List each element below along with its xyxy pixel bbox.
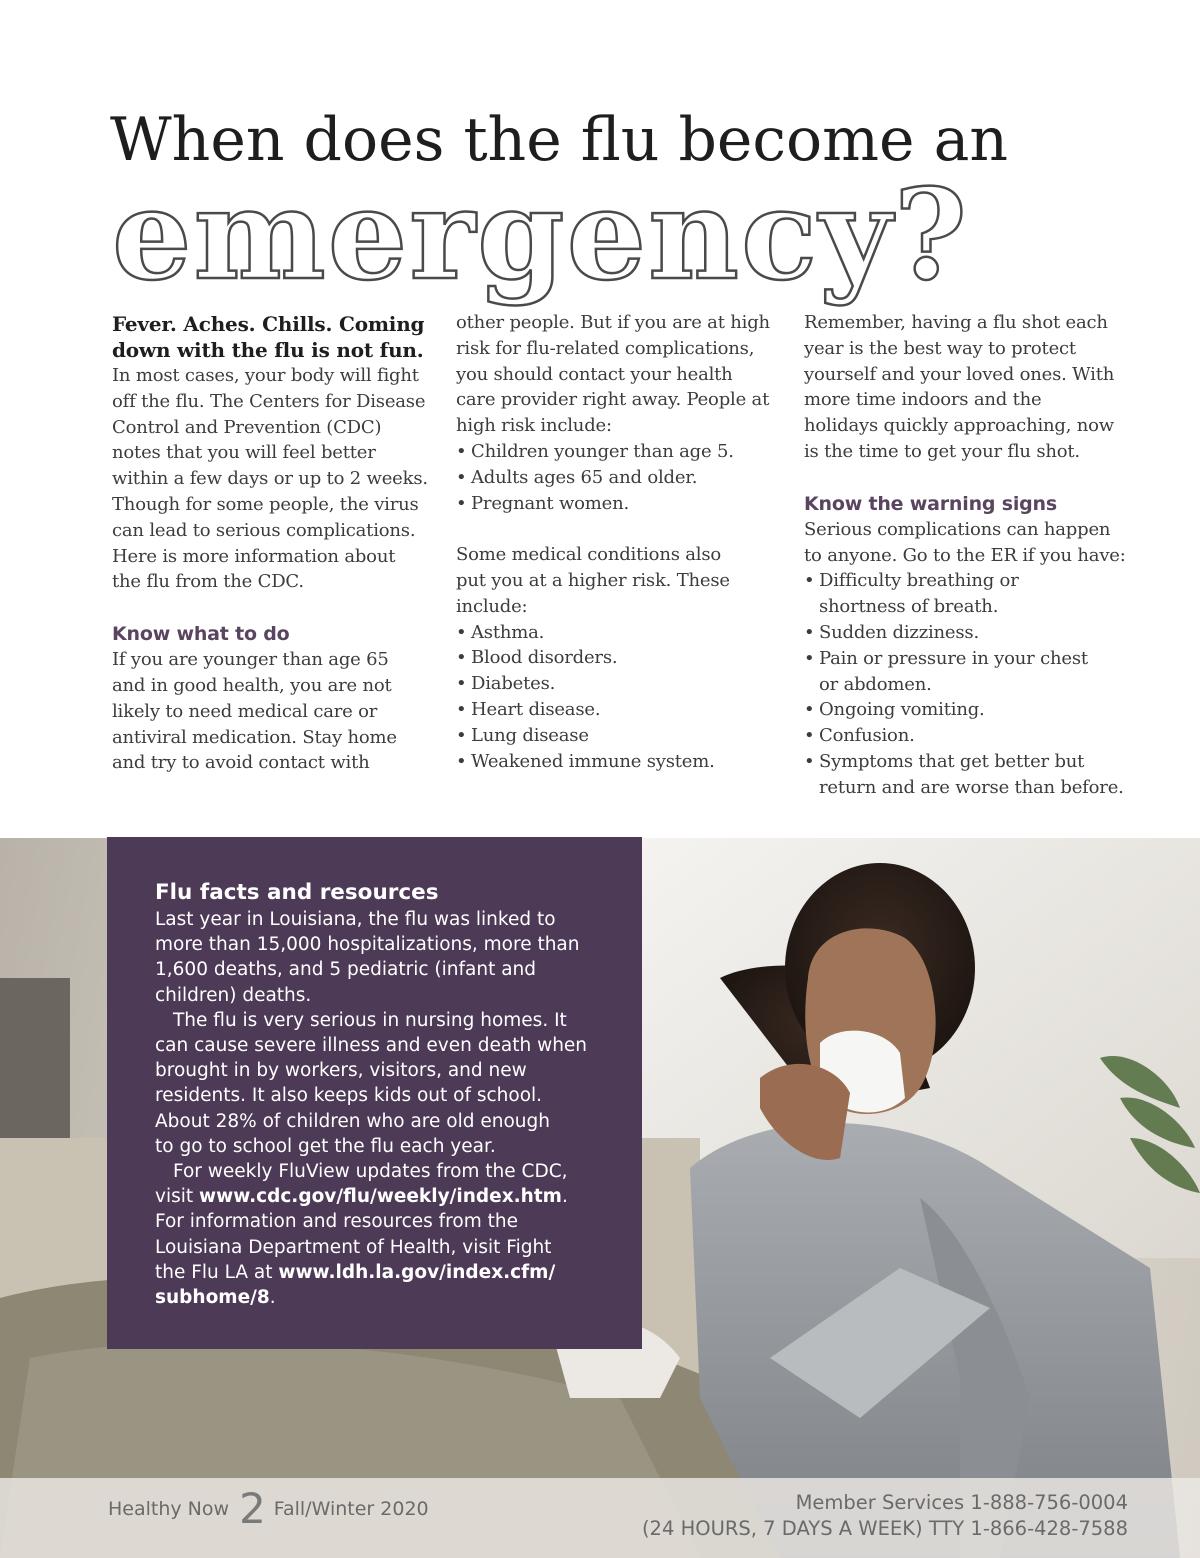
subhead-warning-signs: Know the warning signs (804, 492, 1057, 515)
body-paragraph: other people. But if you are at high risk for flu-related complications, you should contact your health care provider right away. People at high risk include: (456, 312, 770, 437)
list-item: • Weakened immune system. (456, 749, 786, 775)
panel-title: Flu facts and resources (155, 880, 439, 905)
hours-tty: (24 HOURS, 7 DAYS A WEEK) TTY 1-866-428-7588 (641, 1517, 1128, 1540)
list-item: • Diabetes. (456, 671, 786, 697)
list-item: • Heart disease. (456, 697, 786, 723)
list-item: • Ongoing vomiting. (804, 697, 1139, 723)
list-item: • Lung disease (456, 723, 786, 749)
footer-contact (642, 1490, 1128, 1542)
body-paragraph: If you are younger than age 65 and in good health, you are not likely to need medical care or antiviral medication. Stay home and try to avoid contact with (112, 649, 397, 774)
subhead-know-what-to-do: Know what to do (112, 623, 290, 646)
member-services-phone: Member Services 1-888-756-0004 (795, 1491, 1128, 1514)
column-2 (456, 310, 786, 774)
warning-signs-list (804, 568, 1139, 800)
panel-paragraph-1: Last year in Louisiana, the flu was linked to more than 15,000 hospitalizations, more than 1,600 deaths, and 5 pediatric (infant and children) deaths. (155, 909, 580, 1006)
publication-name: Healthy Now (108, 1498, 230, 1520)
high-risk-list (456, 439, 786, 516)
body-paragraph: Remember, having a flu shot each year is the best way to protect yourself and your loved ones. With more time indoors and the holidays quickly approaching, now is the time to get your flu shot. (804, 312, 1115, 462)
list-item: • Symptoms that get better but return and are worse than before. (804, 749, 1139, 801)
ldh-fight-flu-link[interactable]: www.ldh.la.gov/index.cfm/ subhome/8 (155, 1261, 556, 1309)
intro-paragraph: In most cases, your body will fight off the flu. The Centers for Disease Control and Prevention (CDC) notes that you will feel better within a few days or up to 2 weeks. Though for some people, the virus can lead to serious complications. Here is more information about the flu from the CDC. (112, 365, 428, 593)
list-item: • Blood disorders. (456, 645, 786, 671)
conditions-list (456, 620, 786, 775)
flu-facts-panel (107, 837, 642, 1349)
page-footer (0, 1478, 1200, 1558)
column-3 (804, 310, 1139, 801)
headline-line1: When does the flu become an (110, 105, 1009, 175)
list-item: • Asthma. (456, 620, 786, 646)
issue-name: Fall/Winter 2020 (273, 1498, 429, 1520)
panel-paragraph-3: For weekly FluView updates from the CDC, visit www.cdc.gov/flu/weekly/index.htm. (155, 1161, 568, 1208)
column-1 (112, 310, 434, 776)
list-item: • Children younger than age 5. (456, 439, 786, 465)
lead-text: Fever. Aches. Chills. Coming down with the flu is not fun. (112, 312, 425, 362)
list-item: • Difficulty breathing or shortness of breath. (804, 568, 1139, 620)
panel-paragraph-2: The flu is very serious in nursing homes. It can cause severe illness and even death when brought in by workers, visitors, and new residents. It also keeps kids out of school. About 28% of children who are old enough to go to school get the flu each year. (155, 1009, 588, 1157)
headline-emergency: emergency? (112, 162, 969, 308)
warning-intro: Serious complications can happen to anyone. Go to the ER if you have: (804, 518, 1126, 566)
conditions-intro: Some medical conditions also put you at a higher risk. These include: (456, 544, 730, 617)
footer-publication (108, 1484, 429, 1533)
panel-paragraph-4: For information and resources from the Louisiana Department of Health, visit Fight the Flu LA at www.ldh.la.gov/index.cfm/ subhome/8. (155, 1211, 556, 1309)
list-item: • Confusion. (804, 723, 1139, 749)
list-item: • Pain or pressure in your chest or abdomen. (804, 646, 1139, 698)
list-item: • Adults ages 65 and older. (456, 465, 786, 491)
page-number: 2 (239, 1484, 266, 1533)
list-item: • Pregnant women. (456, 491, 786, 517)
list-item: • Sudden dizziness. (804, 620, 1139, 646)
cdc-fluview-link[interactable]: www.cdc.gov/flu/weekly/index.htm (199, 1186, 562, 1208)
